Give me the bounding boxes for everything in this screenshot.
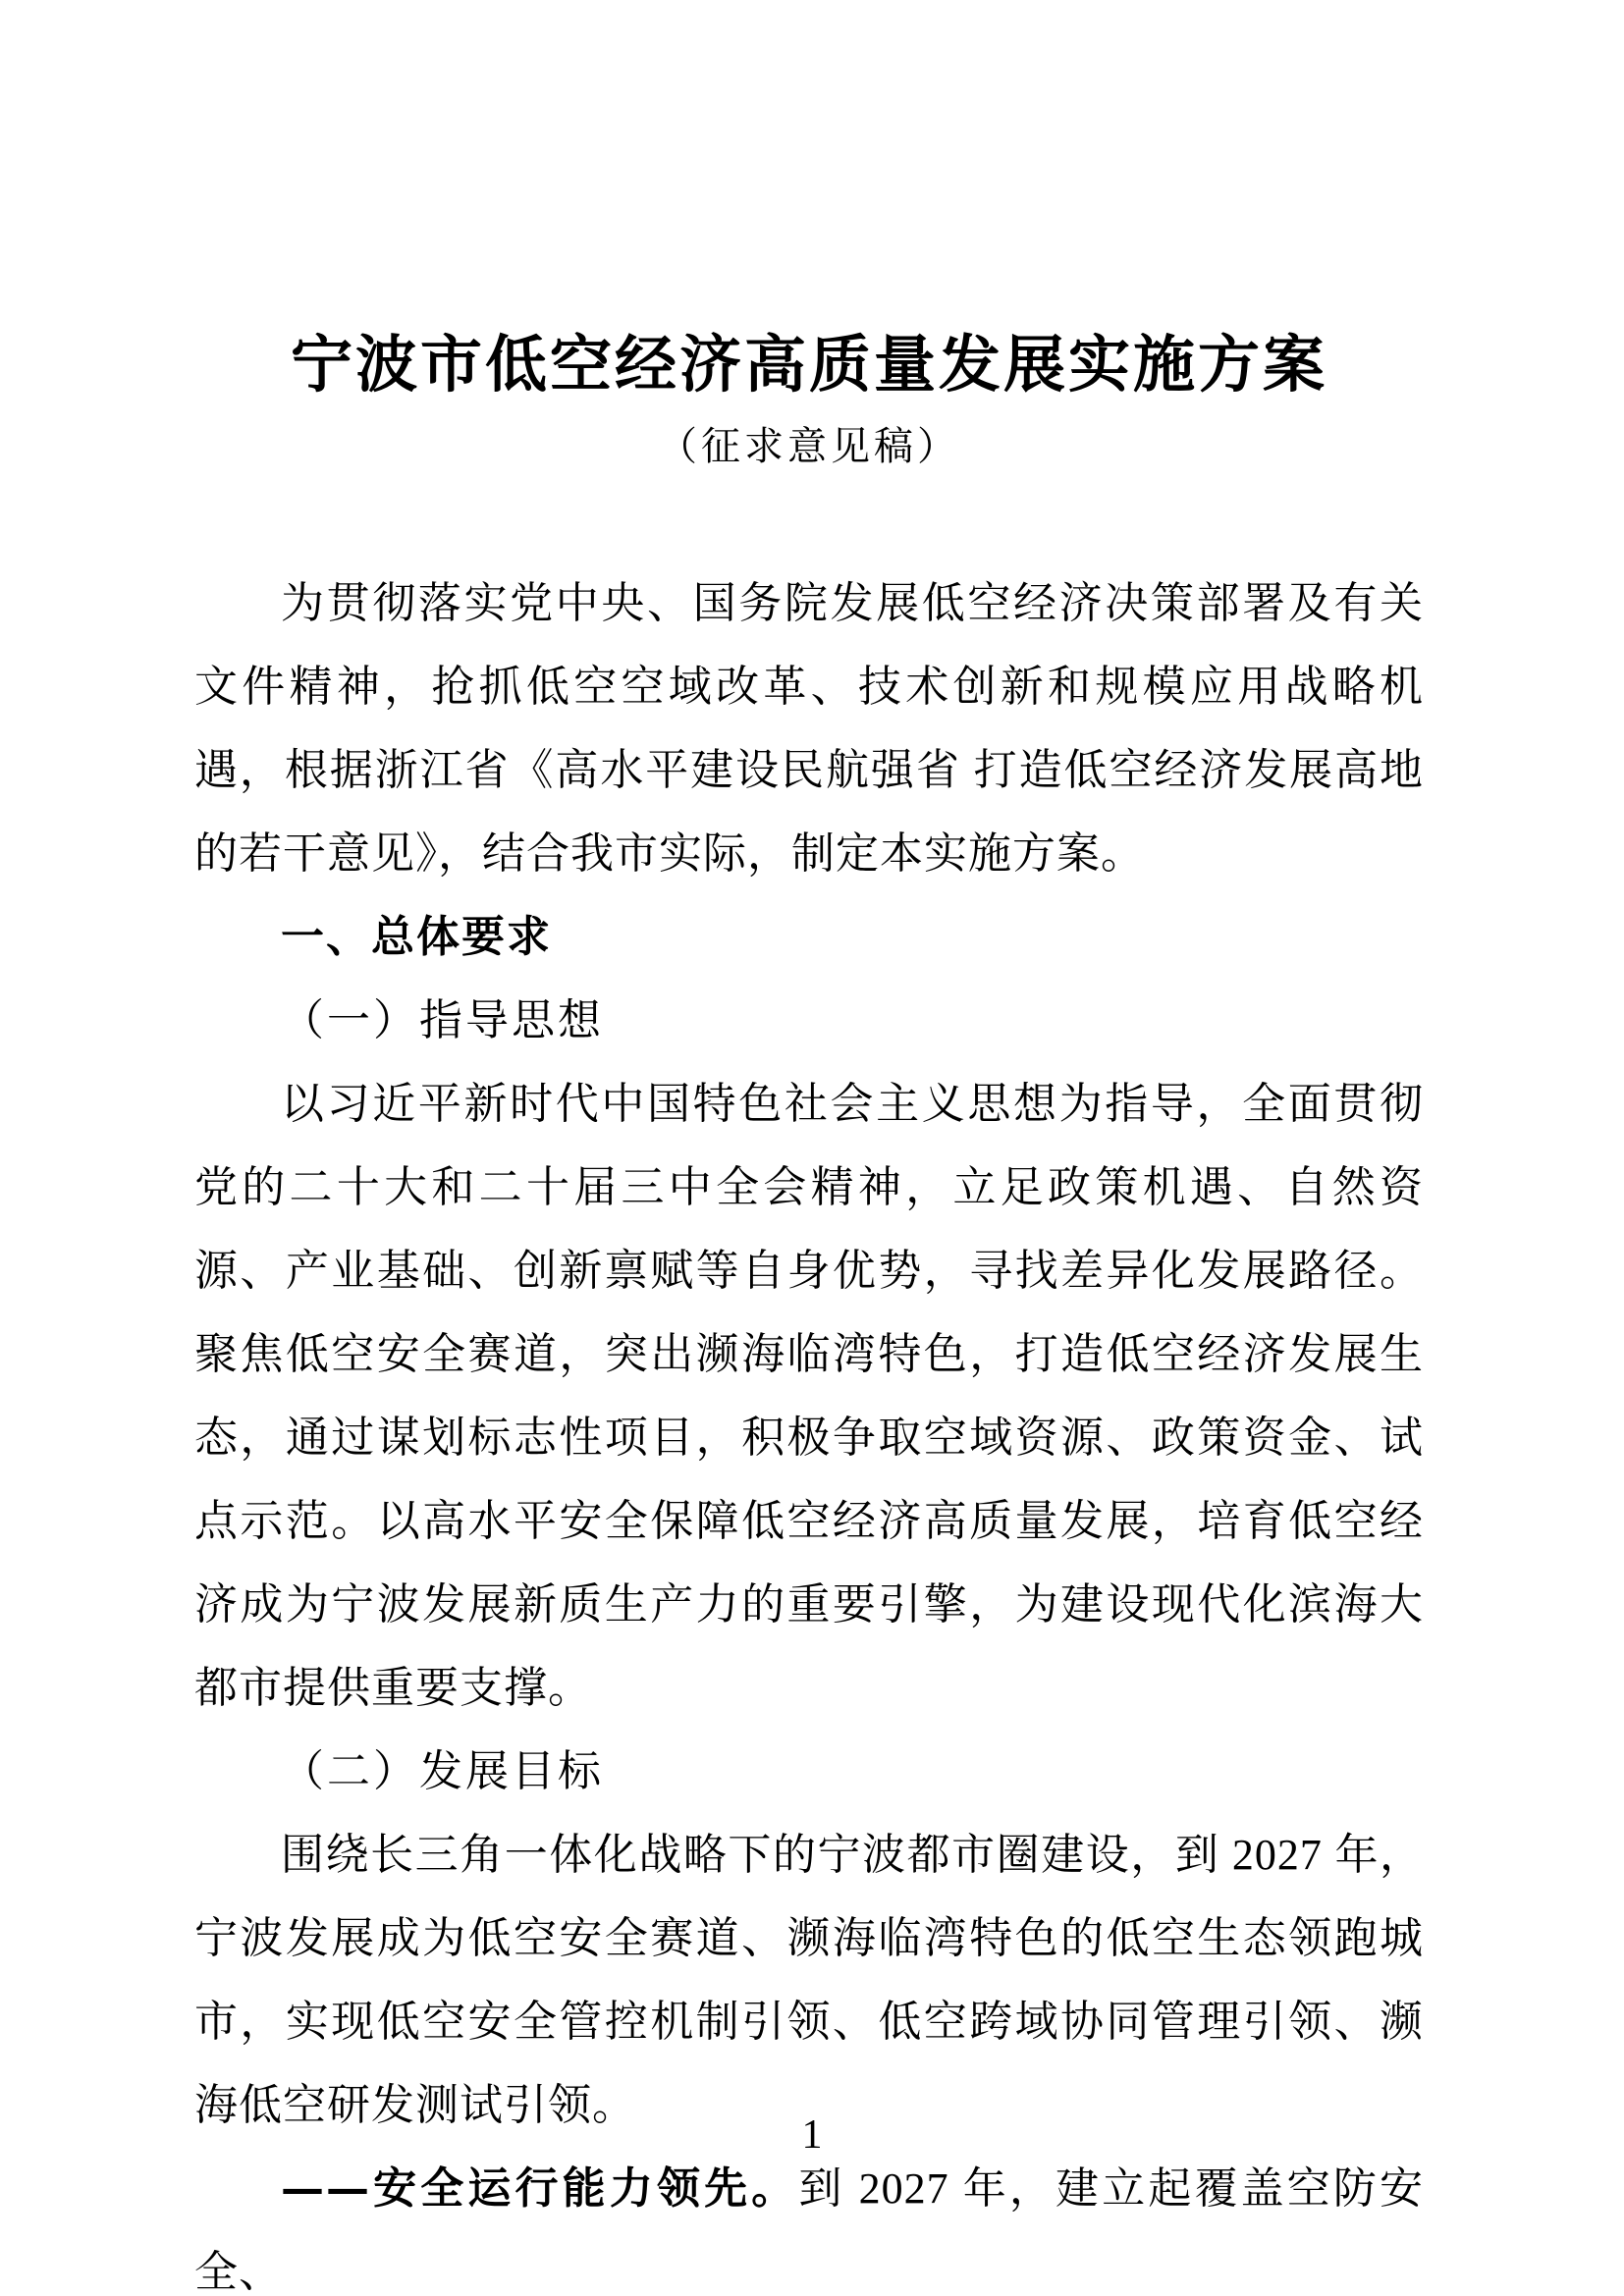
page-number: 1 — [801, 2112, 823, 2158]
paragraph-body: 以习近平新时代中国特色社会主义思想为指导，全面贯彻党的二十大和二十届三中全会精神，立足政策机遇、自然资源、产业基础、创新禀赋等自身优势，寻找差异化发展路径。聚焦低空安全赛道，突出濒海临湾特色，打造低空经济发展生态，通过谋划标志性项目，积极争取空域资源、政策资金、试点示范。以高水平安全保障低空经济高质量发展，培育低空经济成为宁波发展新质生产力的重要引擎，为建设现代化滨海大都市提供重要支撑。 — [194, 1080, 1424, 1712]
paragraph-lead: ——安全运行能力领先。 — [281, 2163, 799, 2214]
paragraph-emphasis: ——安全运行能力领先。到 2027 年，建立起覆盖空防安全、 — [194, 2163, 1425, 2296]
paragraph-heading2: （一）指导思想 — [281, 995, 604, 1045]
document-content — [194, 0, 1424, 2296]
document-subtitle: （征求意见稿） — [658, 424, 960, 469]
paragraph-body: 围绕长三角一体化战略下的宁波都市圈建设，到 2027 年，宁波发展成为低空安全赛道、濒海临湾特色的低空生态领跑城市，实现低空安全管控机制引领、低空跨域协同管理引领、濒海低空研发测试引领。 — [194, 1831, 1424, 2129]
paragraph-heading1: 一、总体要求 — [281, 913, 552, 961]
paragraph-heading2: （二）发展目标 — [281, 1746, 604, 1796]
document-body — [194, 561, 1424, 2296]
document-title: 宁波市低空经济高质量发展实施方案 — [291, 331, 1327, 400]
paragraph-body: 为贯彻落实党中央、国务院发展低空经济决策部署及有关文件精神，抢抓低空空域改革、技术创新和规模应用战略机遇，根据浙江省《高水平建设民航强省 打造低空经济发展高地的若干意见》，结合我市实际，制定本实施方案。 — [194, 579, 1424, 878]
